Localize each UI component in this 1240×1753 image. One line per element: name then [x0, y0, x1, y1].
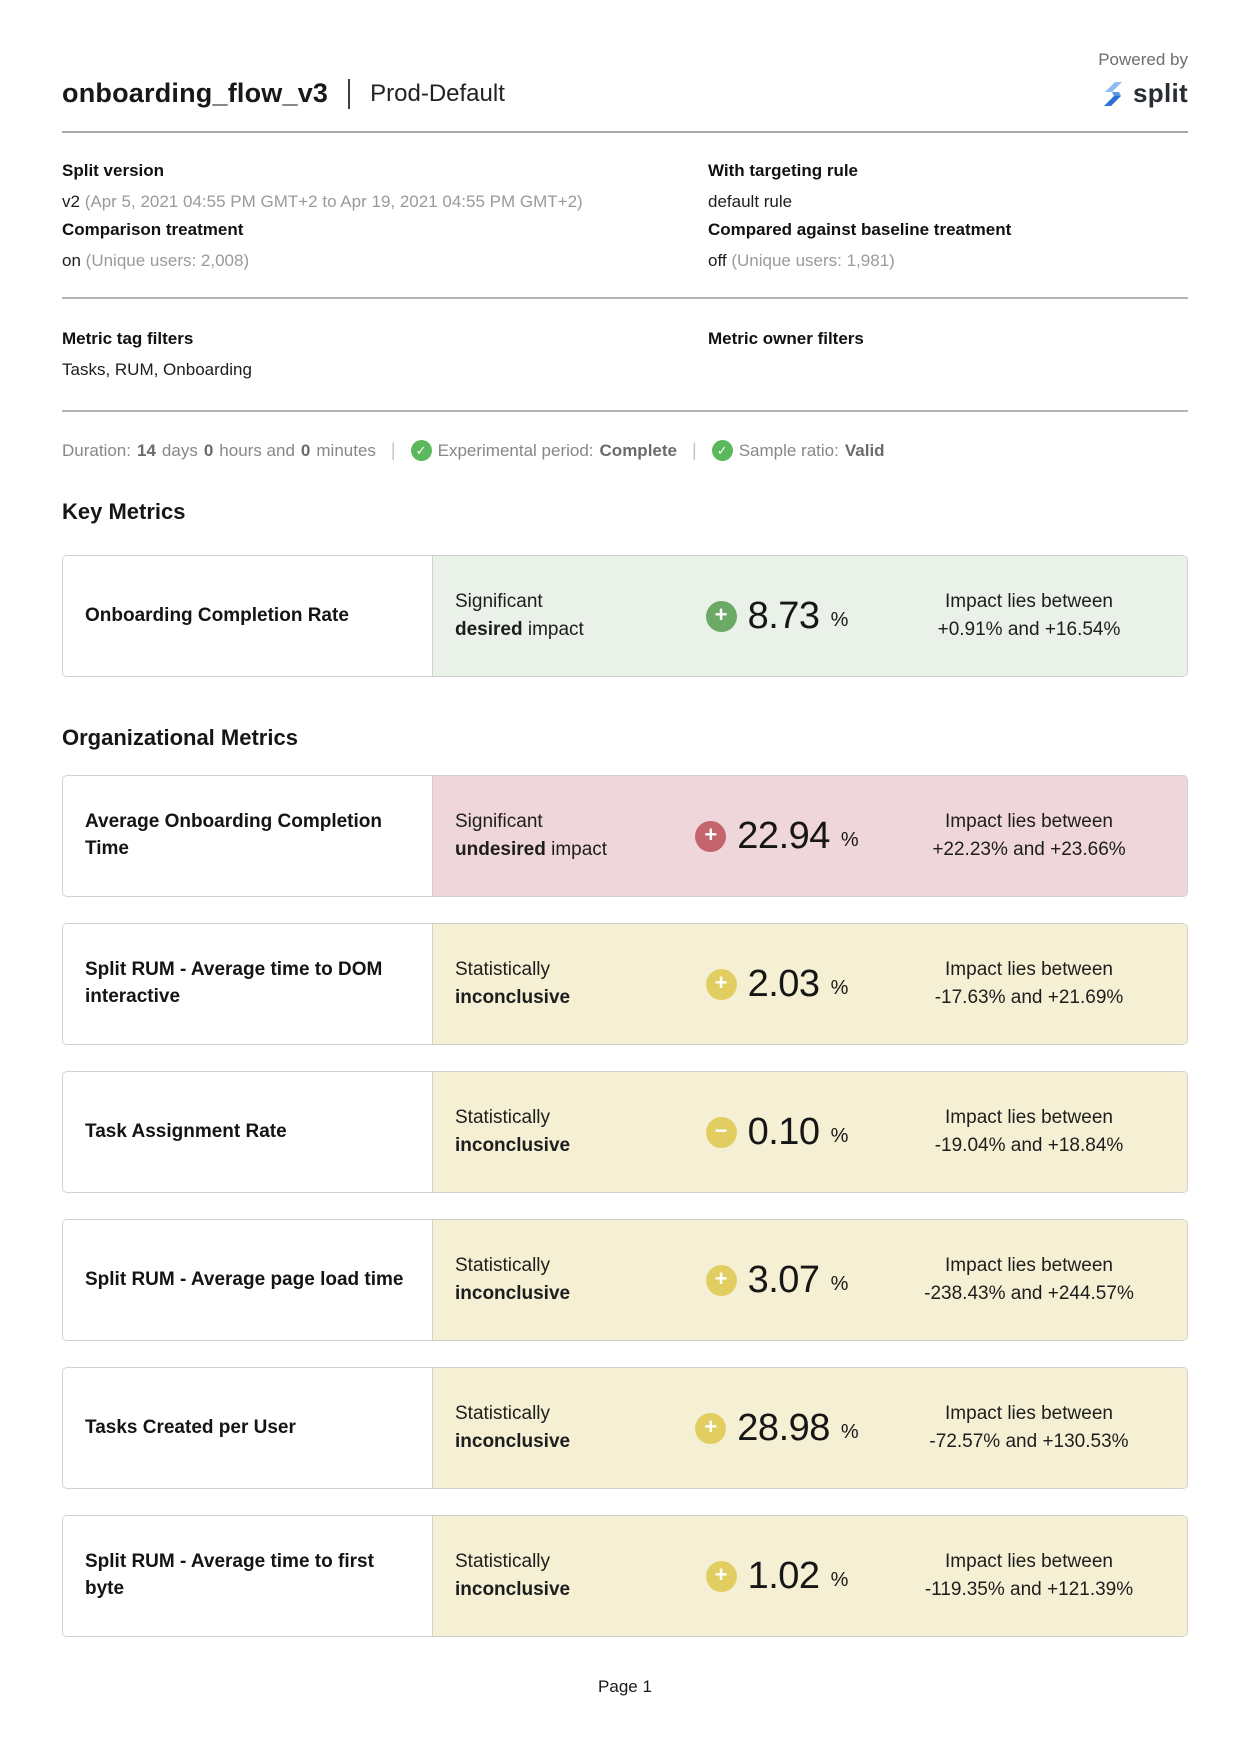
- meta-cell-owner-filters: [708, 321, 1188, 380]
- meta-muted-value: (Apr 5, 2021 04:55 PM GMT+2 to Apr 19, 2021 04:55 PM GMT+2): [84, 192, 583, 211]
- metric-value-group: [661, 815, 893, 858]
- metric-value: 22.94: [737, 814, 830, 857]
- brand-block: [1098, 50, 1188, 109]
- significance-text: Statistically inconclusive: [455, 1550, 571, 1600]
- metric-value-group: [661, 963, 893, 1006]
- plus-icon: +: [706, 1265, 737, 1296]
- meta-muted-value: (Unique users: 1,981): [731, 251, 895, 270]
- meta-grid-filters: [62, 299, 1188, 410]
- metric-value: 8.73: [747, 594, 820, 637]
- metric-result-cell: [433, 1368, 1187, 1488]
- metric-unit: %: [830, 1272, 849, 1295]
- check-icon: ✓: [411, 440, 432, 461]
- meta-label: Metric owner filters: [708, 329, 864, 348]
- environment-name: Prod-Default: [370, 79, 505, 107]
- divider: [62, 410, 1188, 412]
- meta-value: off (Unique users: 1,981): [708, 251, 895, 270]
- status-bar: [62, 440, 1188, 461]
- significance-text: Statistically inconclusive: [455, 1106, 571, 1156]
- check-icon: ✓: [712, 440, 733, 461]
- metric-result-cell: [433, 1220, 1187, 1340]
- significance-text: Statistically inconclusive: [455, 958, 571, 1008]
- metric-name: Tasks Created per User: [85, 1416, 296, 1438]
- metric-name-cell: [63, 1072, 433, 1192]
- metric-value-group: [661, 595, 893, 638]
- metric-card: [62, 1071, 1188, 1193]
- metric-value-group: [661, 1407, 893, 1450]
- meta-cell-split-version: [62, 153, 708, 212]
- metric-value: 2.03: [747, 962, 820, 1005]
- meta-value: on (Unique users: 2,008): [62, 251, 250, 270]
- metric-result-cell: [433, 1516, 1187, 1636]
- metric-unit: %: [830, 608, 849, 631]
- meta-muted-value: (Unique users: 2,008): [85, 251, 250, 270]
- metric-result-cell: [433, 924, 1187, 1044]
- metric-unit: %: [840, 828, 859, 851]
- separator: |: [692, 440, 697, 460]
- metric-unit: %: [830, 976, 849, 999]
- metric-card: [62, 775, 1188, 897]
- significance-text: Statistically inconclusive: [455, 1402, 571, 1452]
- plus-icon: +: [706, 969, 737, 1000]
- duration-text: Duration: 14 days 0 hours and 0 minutes: [62, 440, 376, 460]
- meta-value: default rule: [708, 192, 793, 211]
- metric-name-cell: [63, 1368, 433, 1488]
- meta-grid: [62, 133, 1188, 297]
- metric-result-cell: [433, 776, 1187, 896]
- separator: |: [390, 440, 396, 460]
- page-title: onboarding_flow_v3: [62, 78, 329, 108]
- impact-range: Impact lies between +22.23% and +23.66%: [932, 810, 1126, 860]
- metric-card: [62, 1367, 1188, 1489]
- impact-range: Impact lies between -72.57% and +130.53%: [929, 1402, 1129, 1452]
- meta-cell-tag-filters: [62, 321, 708, 380]
- minus-icon: −: [706, 1117, 737, 1148]
- meta-label: Comparison treatment: [62, 220, 244, 239]
- title-divider: [348, 79, 350, 109]
- impact-range: Impact lies between -19.04% and +18.84%: [934, 1106, 1124, 1156]
- meta-label: Compared against baseline treatment: [708, 220, 1012, 239]
- metric-name: Split RUM - Average time to first byte: [85, 1551, 374, 1599]
- metric-card: [62, 1219, 1188, 1341]
- metric-result-cell: [433, 1072, 1187, 1192]
- meta-cell-baseline-treatment: [708, 212, 1188, 271]
- impact-range: Impact lies between -238.43% and +244.57%: [924, 1254, 1134, 1304]
- plus-icon: +: [695, 1413, 726, 1444]
- meta-value: Tasks, RUM, Onboarding: [62, 360, 252, 379]
- impact-range: Impact lies between -17.63% and +21.69%: [934, 958, 1124, 1008]
- significance-text: Significant desired impact: [455, 590, 584, 640]
- metric-value-group: [661, 1259, 893, 1302]
- report-header: [62, 0, 1188, 133]
- metric-result-cell: [433, 556, 1187, 676]
- title-row: [62, 78, 505, 109]
- meta-cell-targeting-rule: [708, 153, 1188, 212]
- powered-by-label: Powered by: [1098, 50, 1188, 69]
- metric-name: Split RUM - Average time to DOM interactive: [85, 959, 383, 1007]
- metric-name-cell: [63, 1516, 433, 1636]
- metric-value: 0.10: [747, 1110, 820, 1153]
- split-icon: [1100, 80, 1126, 108]
- brand-name: split: [1133, 78, 1188, 108]
- metric-name-cell: [63, 924, 433, 1044]
- key-metrics-heading: Key Metrics: [62, 499, 186, 524]
- plus-icon: +: [706, 601, 737, 632]
- metric-unit: %: [830, 1568, 849, 1591]
- significance-text: Statistically inconclusive: [455, 1254, 571, 1304]
- plus-icon: +: [695, 821, 726, 852]
- metric-unit: %: [830, 1124, 849, 1147]
- meta-label: Metric tag filters: [62, 329, 194, 348]
- metric-name: Average Onboarding Completion Time: [85, 811, 382, 859]
- metric-card: [62, 1515, 1188, 1637]
- meta-label: Split version: [62, 161, 165, 180]
- experimental-period-status: ✓ Experimental period: Complete: [411, 440, 677, 461]
- metric-name: Task Assignment Rate: [85, 1120, 287, 1142]
- significance-text: Significant undesired impact: [455, 810, 608, 860]
- organizational-metrics-heading: Organizational Metrics: [62, 725, 298, 750]
- metric-value-group: [661, 1555, 893, 1598]
- metric-card: [62, 555, 1188, 677]
- metric-value-group: [661, 1111, 893, 1154]
- impact-range: Impact lies between -119.35% and +121.39%: [924, 1550, 1134, 1600]
- metric-value: 1.02: [747, 1554, 820, 1597]
- metric-name-cell: [63, 776, 433, 896]
- metric-unit: %: [840, 1420, 859, 1443]
- metric-name: Onboarding Completion Rate: [85, 604, 349, 626]
- sample-ratio-status: ✓ Sample ratio: Valid: [712, 440, 885, 461]
- brand-logo: [1100, 78, 1188, 109]
- metric-name-cell: [63, 1220, 433, 1340]
- meta-value: v2 (Apr 5, 2021 04:55 PM GMT+2 to Apr 19, 2021 04:55 PM GMT+2): [62, 192, 583, 211]
- meta-cell-comparison-treatment: [62, 212, 708, 271]
- meta-label: With targeting rule: [708, 161, 859, 180]
- page-number: Page 1: [598, 1677, 652, 1696]
- metric-value: 28.98: [737, 1406, 830, 1449]
- metric-name-cell: [63, 556, 433, 676]
- metric-name: Split RUM - Average page load time: [85, 1268, 404, 1290]
- plus-icon: +: [706, 1561, 737, 1592]
- impact-range: Impact lies between +0.91% and +16.54%: [937, 590, 1121, 640]
- metric-value: 3.07: [747, 1258, 820, 1301]
- metric-card: [62, 923, 1188, 1045]
